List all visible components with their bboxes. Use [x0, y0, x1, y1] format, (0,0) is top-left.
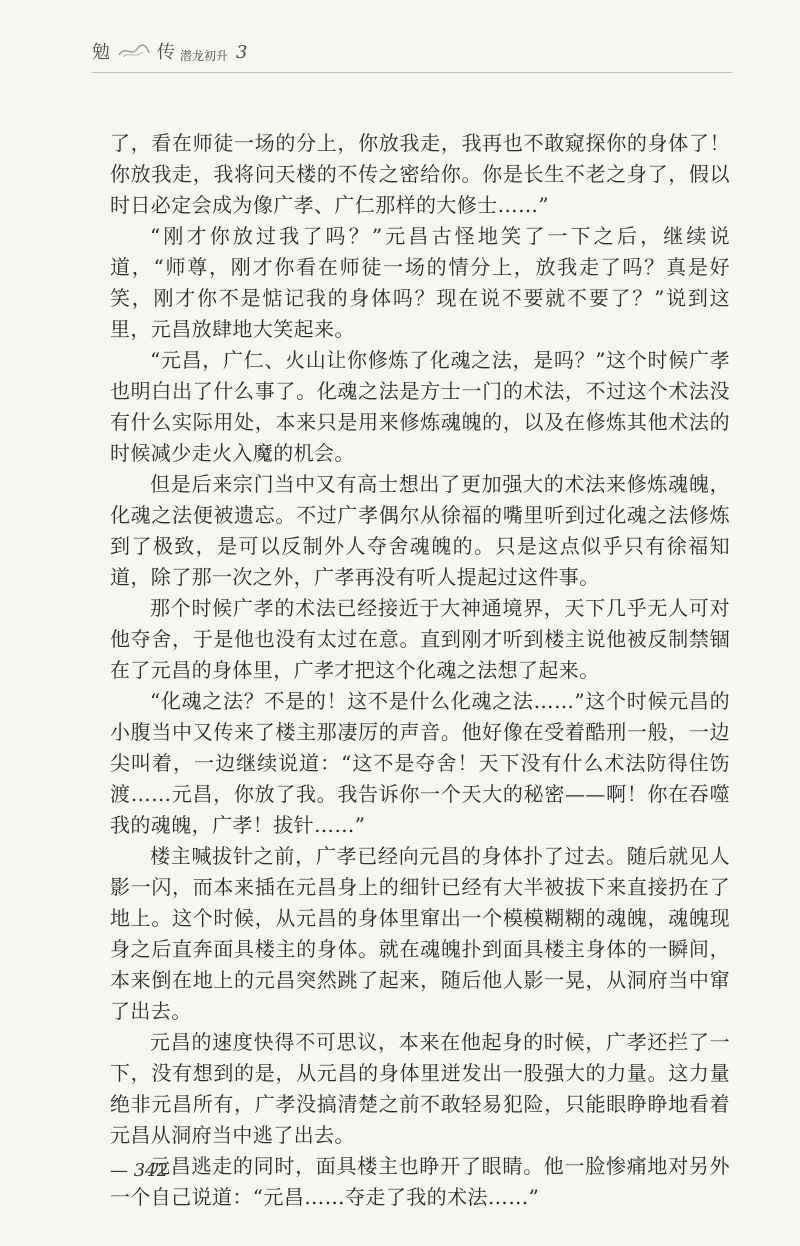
paragraph: 楼主喊拔针之前，广孝已经向元昌的身体扑了过去。随后就见人影一闪，而本来插在元昌身上的细针已经有大半被拔下来直接扔在了地上。这个时候，从元昌的身体里窜出一个模模糊糊的魂魄，魂魄现身之后直奔面具楼主的身体。就在魂魄扑到面具楼主身体的一瞬间，本来倒在地上的元昌突然跳了起来，随后他人影一晃，从洞府当中窜了出去。 [110, 844, 730, 1023]
paragraph: 但是后来宗门当中又有高士想出了更加强大的术法来修炼魂魄，化魂之法便被遗忘。不过广孝偶尔从徐福的嘴里听到过化魂之法修炼到了极致，是可以反制外人夺舍魂魄的。只是这点似乎只有徐福知道，除了那一次之外，广孝再没有听人提起过这件事。 [110, 472, 730, 589]
header-subtitle: 潜龙初升 [180, 49, 229, 63]
header-char-2: 传 [157, 42, 176, 63]
running-header [92, 44, 247, 62]
paragraph: 那个时候广孝的术法已经接近于大神通境界，天下几乎无人可对他夺舍，于是他也没有太过在意。直到刚才听到楼主说他被反制禁锢在了元昌的身体里，广孝才把这个化魂之法想了起来。 [110, 596, 730, 682]
header-volume-number: 3 [236, 42, 248, 63]
paragraph: 元昌逃走的同时，面具楼主也睁开了眼睛。他一脸惨痛地对另外一个自己说道：“元昌……夺走了我的术法……” [110, 1154, 730, 1209]
header-char-1: 勉 [92, 42, 111, 63]
header-divider [92, 72, 732, 73]
paragraph: 元昌的速度快得不可思议，本来在他起身的时候，广孝还拦了一下，没有想到的是，从元昌的身体里迸发出一股强大的力量。这力量绝非元昌所有，广孝没搞清楚之前不敢轻易犯险，只能眼睁睁地看着元昌从洞府当中逃了出去。 [110, 1030, 730, 1147]
paragraph: “刚才你放过我了吗？”元昌古怪地笑了一下之后，继续说道，“师尊，刚才你看在师徒一场的情分上，放我走了吗？真是好笑，刚才你不是惦记我的身体吗？现在说不要就不要了？”说到这里，元昌放肆地大笑起来。 [110, 224, 730, 341]
swirl-ornament-icon [117, 43, 151, 59]
paragraph: “化魂之法？不是的！这不是什么化魂之法……”这个时候元昌的小腹当中又传来了楼主那凄厉的声音。他好像在受着酷刑一般，一边尖叫着，一边继续说道：“这不是夺舍！天下没有什么术法防得住饬渡……元昌，你放了我。我告诉你一个天大的秘密——啊！你在吞噬我的魂魄，广孝！拔针……” [110, 689, 730, 837]
body-text [110, 128, 730, 1213]
paragraph: 了，看在师徒一场的分上，你放我走，我再也不敢窥探你的身体了！你放我走，我将问天楼的不传之密给你。你是长生不老之身了，假以时日必定会成为像广孝、广仁那样的大修士……” [110, 131, 730, 217]
paragraph: “元昌，广仁、火山让你修炼了化魂之法，是吗？”这个时候广孝也明白出了什么事了。化魂之法是方士一门的术法，不过这个术法没有什么实际用处，本来只是用来修炼魂魄的，以及在修炼其他术法的时候减少走火入魔的机会。 [110, 348, 730, 465]
page-number: — 342 [110, 1160, 169, 1181]
